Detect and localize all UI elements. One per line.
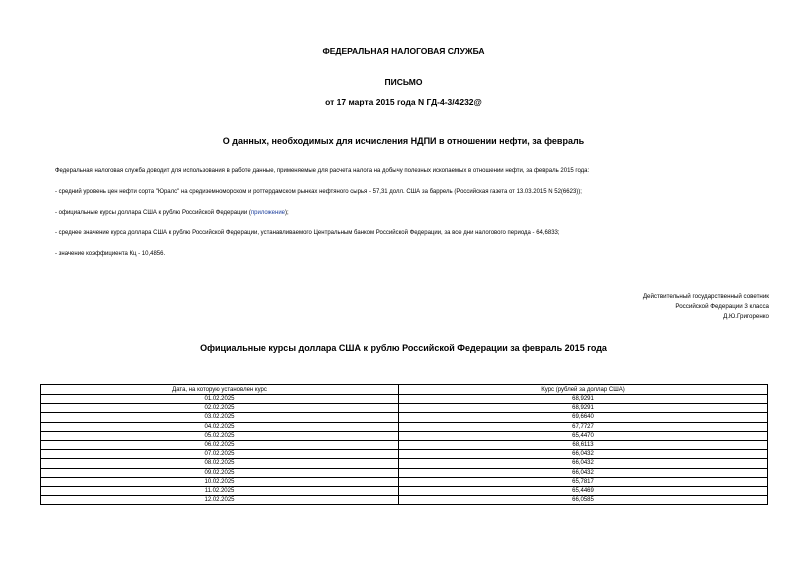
table-row [41,395,768,404]
appendix-title: Официальные курсы доллара США к рублю Российской Федерации за февраль 2015 года [200,343,607,353]
date-cell: 11.02.2025 [41,486,399,495]
rate-cell: 68,6113 [399,440,768,449]
date-cell: 10.02.2025 [41,477,399,486]
table-row [41,468,768,477]
table-row [41,459,768,468]
exchange-rate-table [40,384,768,505]
date-cell: 12.02.2025 [41,496,399,505]
rate-cell: 66,0432 [399,468,768,477]
agency-name: ФЕДЕРАЛЬНАЯ НАЛОГОВАЯ СЛУЖБА [322,46,485,56]
rate-cell: 65,7817 [399,477,768,486]
intro-paragraph: Федеральная налоговая служба доводит для использования в работе данные, применяемые для расчета налога на добычу полезных ископаемых в отношении нефти, за февраль 2015 года: [55,168,590,174]
date-cell: 05.02.2025 [41,431,399,440]
date-cell: 02.02.2025 [41,404,399,413]
item-exchange-rates-suffix: ); [285,210,289,216]
signature-name: Д.Ю.Григоренко [723,313,769,320]
table-row [41,440,768,449]
table-body [41,395,768,505]
item-coefficient: - значение коэффициента Кц - 10,4856. [55,251,166,257]
table-row [41,404,768,413]
date-cell: 07.02.2025 [41,450,399,459]
rate-cell: 66,0432 [399,459,768,468]
column-header-rate: Курс (рублей за доллар США) [399,385,768,395]
table-row [41,477,768,486]
rate-cell: 65,4469 [399,486,768,495]
date-cell: 09.02.2025 [41,468,399,477]
date-cell: 08.02.2025 [41,459,399,468]
table-row [41,413,768,422]
table-row [41,431,768,440]
table-row [41,450,768,459]
column-header-date: Дата, на которую установлен курс [41,385,399,395]
date-cell: 06.02.2025 [41,440,399,449]
rate-cell: 68,9291 [399,395,768,404]
signature-class: Российской Федерации 3 класса [675,303,769,310]
date-cell: 03.02.2025 [41,413,399,422]
rate-cell: 69,6640 [399,413,768,422]
table-row [41,486,768,495]
rate-cell: 66,0432 [399,450,768,459]
item-oil-price: - средний уровень цен нефти сорта "Юралс" на средиземноморском и роттердамском рынках нефтяного сырья - 57,31 долл. США за баррель (Российская газета от 13.03.2015 N 52(6623)); [55,189,582,195]
rate-cell: 65,4470 [399,431,768,440]
table-header-row [41,385,768,395]
rate-cell: 68,9291 [399,404,768,413]
rate-cell: 67,7727 [399,422,768,431]
item-average-rate: - среднее значение курса доллара США к рублю Российской Федерации, устанавливаемого Центральным банком Российской Федерации, за все дни налогового периода - 64,6833; [55,230,560,236]
document-subject: О данных, необходимых для исчисления НДПИ в отношении нефти, за февраль [222,136,585,146]
table-row [41,496,768,505]
date-cell: 04.02.2025 [41,422,399,431]
appendix-link[interactable]: приложение [250,210,286,216]
date-cell: 01.02.2025 [41,395,399,404]
item-exchange-rates-prefix: - официальные курсы доллара США к рублю Российской Федерации ( [55,210,251,216]
document-reference: от 17 марта 2015 года N ГД-4-3/4232@ [325,97,482,107]
document-type: ПИСЬМО [384,77,423,87]
table-row [41,422,768,431]
rate-cell: 66,0585 [399,496,768,505]
item-exchange-rates [55,210,289,216]
signature-position: Действительный государственный советник [642,293,769,300]
